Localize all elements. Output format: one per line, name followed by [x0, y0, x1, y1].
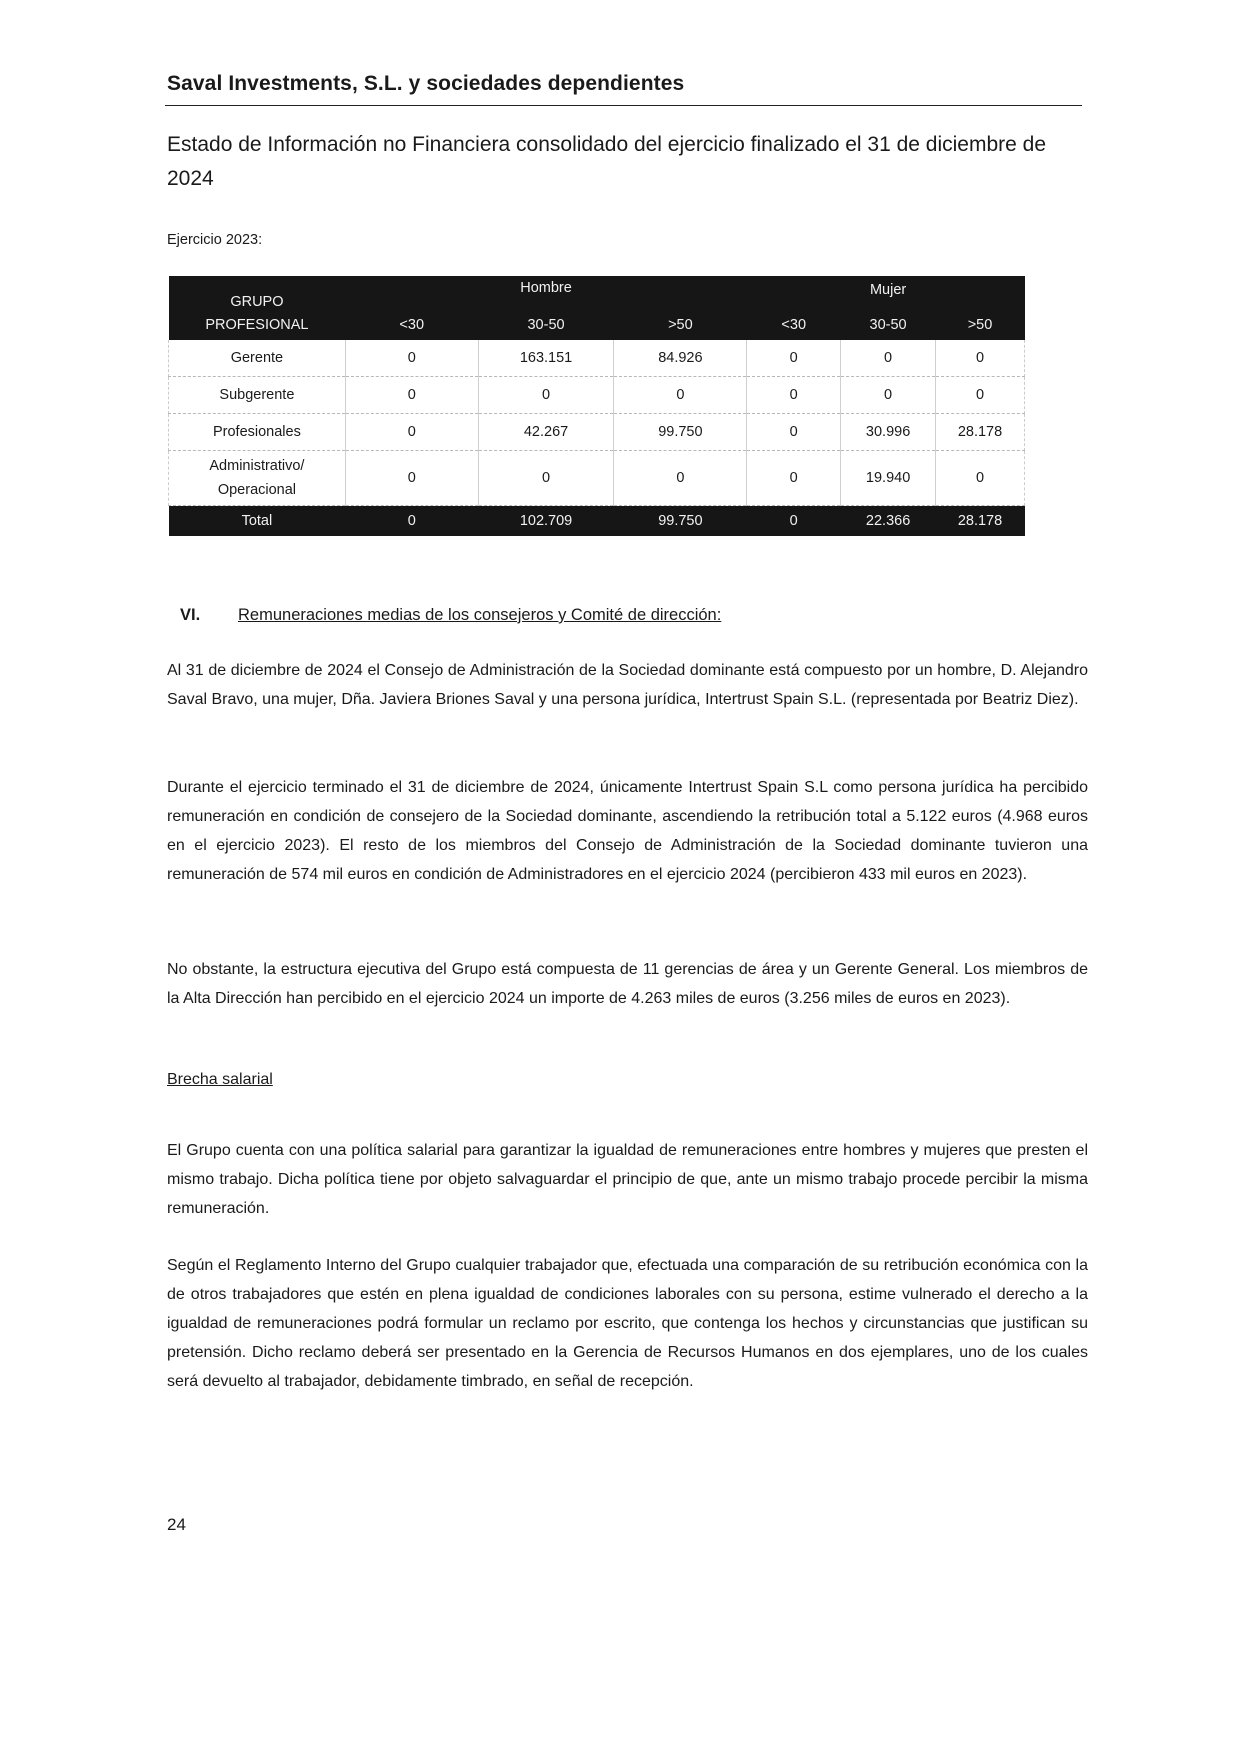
table-cell: 0	[747, 377, 841, 414]
total-cell: 22.366	[841, 506, 936, 537]
row-label: Gerente	[169, 340, 346, 377]
header-divider	[165, 105, 1082, 106]
total-cell: 99.750	[614, 506, 747, 537]
table-cell: 0	[614, 377, 747, 414]
total-cell: 0	[747, 506, 841, 537]
table-header-row-age	[169, 310, 1025, 340]
table-cell: 42.267	[478, 414, 614, 451]
report-subtitle: Estado de Información no Financiera consolidado del ejercicio finalizado el 31 de diciembre de 2024	[167, 133, 1047, 190]
table-cell: 0	[936, 377, 1025, 414]
row-label-line: Administrativo/	[209, 458, 305, 474]
remuneration-table	[168, 276, 1025, 536]
age-header: >50	[936, 310, 1025, 340]
table-cell: 28.178	[936, 414, 1025, 451]
table-cell: 0	[345, 340, 478, 377]
row-label: Subgerente	[169, 377, 346, 414]
age-header: 30-50	[841, 310, 936, 340]
table-cell: 0	[345, 377, 478, 414]
table-cell: 0	[841, 377, 936, 414]
table-cell: 0	[747, 451, 841, 506]
subheading-wage-gap: Brecha salarial	[167, 1071, 273, 1088]
table-cell: 84.926	[614, 340, 747, 377]
table-cell: 0	[345, 414, 478, 451]
section-title: Remuneraciones medias de los consejeros y Comité de dirección:	[238, 606, 722, 624]
group-header-line2: PROFESIONAL	[169, 310, 346, 340]
table-total-row	[169, 506, 1025, 537]
total-cell: 28.178	[936, 506, 1025, 537]
age-header: <30	[345, 310, 478, 340]
row-label: Profesionales	[169, 414, 346, 451]
table-cell: 0	[614, 451, 747, 506]
row-label-line: Operacional	[217, 482, 297, 498]
table-cell: 0	[747, 340, 841, 377]
table-row	[169, 414, 1025, 451]
table-cell: 0	[345, 451, 478, 506]
table-cell: 0	[936, 451, 1025, 506]
paragraph-board-composition: Al 31 de diciembre de 2024 el Consejo de Administración de la Sociedad dominante está compuesto por un hombre, D. Alejandro Saval Bravo, una mujer, Dña. Javiera Briones Saval y una persona jurídica, Intertrust Spain S.L. (representada por Beatriz Diez).	[167, 662, 1088, 708]
table-row	[169, 377, 1025, 414]
gender-header-hombre: Hombre	[478, 276, 614, 310]
table-row	[169, 340, 1025, 377]
table-cell: 163.151	[478, 340, 614, 377]
table-cell: 19.940	[841, 451, 936, 506]
table-cell: 30.996	[841, 414, 936, 451]
table-caption: Ejercicio 2023:	[167, 232, 263, 248]
company-header: Saval Investments, S.L. y sociedades dependientes	[167, 72, 685, 95]
table-cell: 0	[478, 451, 614, 506]
table-cell: 0	[747, 414, 841, 451]
total-cell: 0	[345, 506, 478, 537]
paragraph-board-remuneration: Durante el ejercicio terminado el 31 de diciembre de 2024, únicamente Intertrust Spain S.L como persona jurídica ha percibido remuneración en condición de consejero de la Sociedad dominante, ascendiendo la retribución total a 5.122 euros (4.968 euros en el ejercicio 2023). El resto de los miembros del Consejo de Administración de la Sociedad dominante tuvieron una remuneración de 574 mil euros en condición de Administradores en el ejercicio 2024 (percibieron 433 mil euros en 2023).	[167, 779, 1088, 883]
table-cell: 0	[478, 377, 614, 414]
total-cell: 102.709	[478, 506, 614, 537]
table-cell: 0	[936, 340, 1025, 377]
age-header: >50	[614, 310, 747, 340]
table-header-row-gender	[169, 276, 1025, 310]
paragraph-salary-policy: El Grupo cuenta con una política salarial para garantizar la igualdad de remuneraciones entre hombres y mujeres que presten el mismo trabajo. Dicha política tiene por objeto salvaguardar el principio de que, ante un mismo trabajo procede percibir la misma remuneración.	[167, 1142, 1088, 1217]
paragraph-executive-structure: No obstante, la estructura ejecutiva del Grupo está compuesta de 11 gerencias de área y un Gerente General. Los miembros de la Alta Dirección han percibido en el ejercicio 2024 un importe de 4.263 miles de euros (3.256 miles de euros en 2023).	[167, 961, 1088, 1007]
table-cell: 0	[841, 340, 936, 377]
group-header-line1: GRUPO	[169, 276, 346, 310]
gender-header-mujer: Mujer	[841, 276, 936, 310]
total-label: Total	[169, 506, 346, 537]
age-header: 30-50	[478, 310, 614, 340]
section-heading	[180, 606, 721, 625]
paragraph-internal-regulation: Según el Reglamento Interno del Grupo cualquier trabajador que, efectuada una comparación de su retribución económica con la de otros trabajadores que estén en plena igualdad de condiciones laborales con su persona, estime vulnerado el derecho a la igualdad de remuneraciones podrá formular un reclamo por escrito, que contenga los hechos y circunstancias que justifican su pretensión. Dicho reclamo deberá ser presentado en la Gerencia de Recursos Humanos en dos ejemplares, uno de los cuales será devuelto al trabajador, debidamente timbrado, en señal de recepción.	[167, 1257, 1088, 1390]
table-row	[169, 451, 1025, 506]
age-header: <30	[747, 310, 841, 340]
row-label	[169, 451, 346, 506]
table-cell: 99.750	[614, 414, 747, 451]
section-number: VI.	[180, 606, 201, 624]
page-number: 24	[167, 1515, 186, 1534]
